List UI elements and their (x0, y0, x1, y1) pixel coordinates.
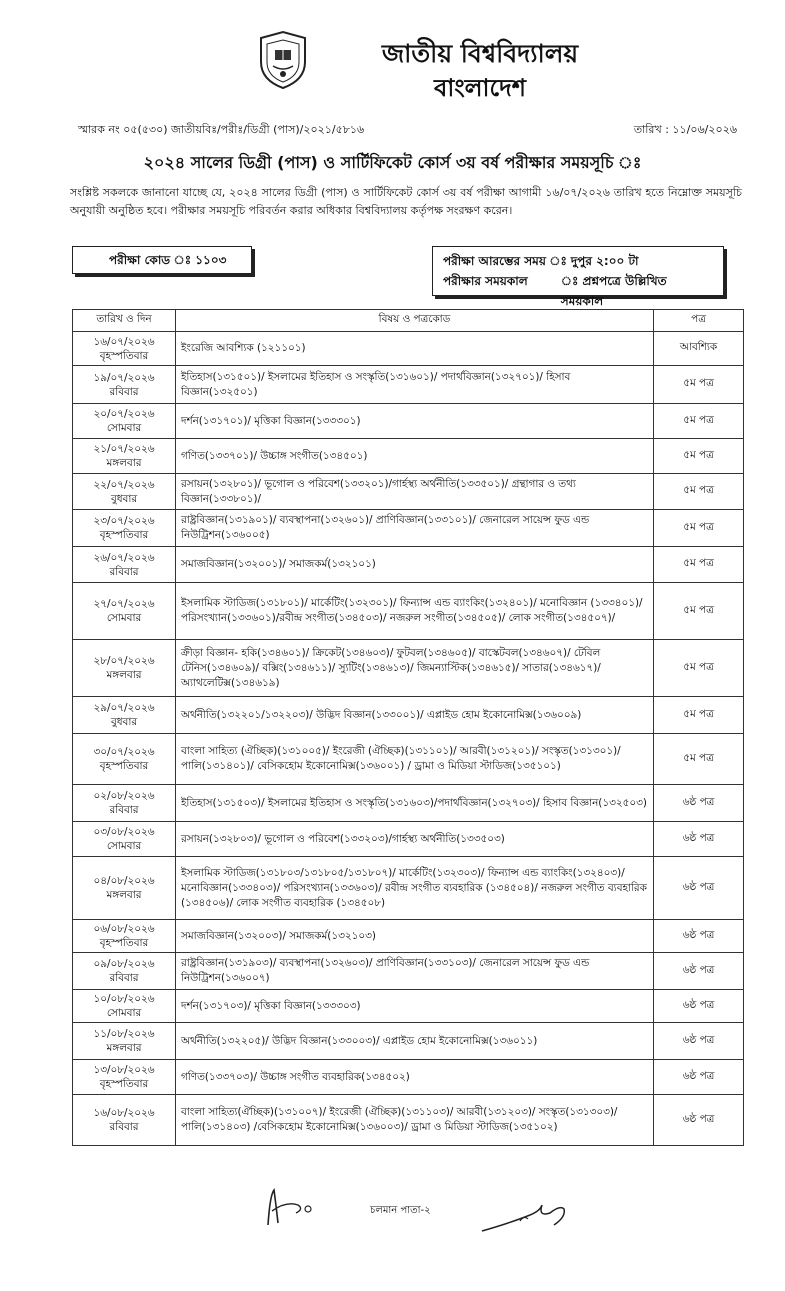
paper-cell: ৫ম পত্র (654, 734, 744, 785)
exam-date: ০৪/০৮/২০২৬ (93, 875, 155, 887)
exam-start-value: দুপুর ২:০০ টা (570, 254, 639, 268)
memo-number: স্মারক নং ০৫(৫৩০) জাতীয়বিঃ/পরীঃ/ডিগ্রী (পাস)/২০২১/৫৮১৬ (78, 123, 365, 136)
exam-day: রবিবার (109, 972, 139, 984)
header-paper: পত্র (654, 310, 744, 332)
exam-date: ২৩/০৭/২০২৬ (93, 515, 155, 527)
exam-day: মঙ্গলবার (106, 1042, 142, 1054)
paper-cell: ৫ম পত্র (654, 583, 744, 640)
signature-icon (480, 1195, 580, 1240)
table-row (73, 953, 744, 990)
date-day-cell (73, 404, 176, 439)
date-day-cell (73, 366, 176, 404)
table-row (73, 366, 744, 404)
paper-cell: ৫ম পত্র (654, 439, 744, 474)
date-day-cell (73, 474, 176, 510)
date-day-cell (73, 640, 176, 697)
paper-cell: ৬ষ্ঠ পত্র (654, 1095, 744, 1146)
paper-cell: ৬ষ্ঠ পত্র (654, 990, 744, 1023)
table-row (73, 439, 744, 474)
document-header (0, 12, 785, 102)
exam-day: রবিবার (109, 565, 139, 578)
exam-day: বুধবার (110, 492, 138, 505)
paper-cell: আবশ্যিক (654, 332, 744, 366)
exam-date: ২১/০৭/২০২৬ (93, 443, 155, 455)
table-row (73, 990, 744, 1023)
date-day-cell (73, 857, 176, 920)
exam-date: ১৬/০৮/২০২৬ (93, 1107, 155, 1119)
date-day-cell (73, 583, 176, 640)
exam-day: বৃহস্পতিবার (99, 1078, 149, 1090)
exam-day: মঙ্গলবার (106, 889, 142, 901)
table-row (73, 920, 744, 953)
date-day-cell (73, 990, 176, 1023)
subjects-cell: সমাজবিজ্ঞান(১৩২০০১)/ সমাজকর্ম(১৩২১০১) (176, 547, 654, 583)
exam-date: ১৯/০৭/২০২৬ (93, 371, 155, 384)
table-row (73, 1023, 744, 1060)
paper-cell: ৫ম পত্র (654, 404, 744, 439)
paper-cell: ৫ম পত্র (654, 510, 744, 547)
subjects-cell: ইংরেজি আবশ্যিক (১২১১০১) (176, 332, 654, 366)
country-name: বাংলাদেশ (434, 73, 526, 102)
subjects-cell: ইতিহাস(১৩১৫০১)/ ইসলামের ইতিহাস ও সংস্কৃতি(১৩১৬০১)/ পদার্থবিজ্ঞান(১৩২৭০১)/ হিসাব বিজ্ঞান(১৩২৫০১) (176, 366, 654, 404)
subjects-cell: রাষ্ট্রবিজ্ঞান(১৩১৯০১)/ ব্যবস্থাপনা(১৩২৬০১)/ প্রাণিবিজ্ঞান(১৩৩১০১)/ জেনারেল সায়েন্স ফুড এন্ড নিউট্রিশন(১৩৬০০৫) (176, 510, 654, 547)
table-row (73, 640, 744, 697)
subjects-cell: বাংলা সাহিত্য(ঐচ্ছিক)(১৩১০০৭)/ ইংরেজী (ঐচ্ছিক)(১৩১১০৩)/ আরবী(১৩১২০৩)/ সংস্কৃত(১৩১৩০৩)/ পালি(১৩১৪০৩) /বেসিকহোম ইকোনোমিক্স(১৩৬০০৩)/ ড্রামা ও মিডিয়া স্টাডিজ(১৩৫১০২) (176, 1095, 654, 1146)
paper-cell: ৬ষ্ঠ পত্র (654, 920, 744, 953)
issue-date: তারিখ : ১১/০৬/২০২৬ (633, 123, 737, 136)
exam-code-box: পরীক্ষা কোড ঃ ১১০৩ (72, 246, 252, 274)
subjects-cell: অর্থনীতি(১৩২২০১/১৩২২০৩)/ উদ্ভিদ বিজ্ঞান(১৩৩০০১)/ এপ্লাইড হোম ইকোনোমিক্স(১৩৬০০৯) (176, 697, 654, 734)
subjects-cell: ইসলামিক স্টাডিজ(১৩১৮০৩/১৩১৮০৫/১৩১৮০৭)/ মার্কেটিং(১৩২৩০৩)/ ফিন্যান্স এন্ড ব্যাংকিং(১৩২৪০৩)/ মনোবিজ্ঞান(১৩৩৪০৩)/ পরিসংখ্যান(১৩৩৬০৩)/ রবীন্দ্র সংগীত ব্যবহারিক (১৩৪৫০৪)/ নজরুল সংগীত ব্যবহারিক (১৩৪৫০৬)/ লোক সংগীত ব্যবহারিক (১৩৪৫০৮) (176, 857, 654, 920)
exam-day: রবিবার (109, 1121, 139, 1133)
exam-day: সোমবার (106, 612, 142, 624)
header-subject: বিষয় ও পত্রকোড (176, 310, 654, 332)
subjects-cell: গণিত(১৩৩৭০১)/ উচ্চাঙ্গ সংগীত(১৩৪৫০১) (176, 439, 654, 474)
header-date: তারিখ ও দিন (73, 310, 176, 332)
date-day-cell (73, 510, 176, 547)
subjects-cell: বাংলা সাহিত্য (ঐচ্ছিক)(১৩১০০৫)/ ইংরেজী (ঐচ্ছিক)(১৩১১০১)/ আরবী(১৩১২০১)/ সংস্কৃত(১৩১৩০১)/ পালি(১৩১৪০১)/ বেসিকহোম ইকোনোমিক্স(১৩৬০০১) / ড্রামা ও মিডিয়া স্টাডিজ(১৩৫১০১) (176, 734, 654, 785)
exam-date: ১১/০৮/২০২৬ (93, 1028, 155, 1040)
table-header-row (73, 310, 744, 332)
university-name: জাতীয় বিশ্ববিদ্যালয় (381, 39, 579, 68)
exam-day: বৃহস্পতিবার (99, 760, 149, 772)
exam-date: ১৬/০৭/২০২৬ (93, 335, 155, 348)
exam-day: বৃহস্পতিবার (99, 937, 149, 949)
exam-day: সোমবার (106, 422, 142, 434)
subjects-cell: দর্শন(১৩১৭০১)/ মৃত্তিকা বিজ্ঞান(১৩৩৩০১) (176, 404, 654, 439)
date-day-cell (73, 1095, 176, 1146)
date-day-cell (73, 1060, 176, 1095)
table-row (73, 510, 744, 547)
exam-date: ৩০/০৭/২০২৬ (93, 746, 155, 758)
table-row (73, 1095, 744, 1146)
notice-paragraph: সংশ্লিষ্ট সকলকে জানানো যাচ্ছে যে, ২০২৪ সালের ডিগ্রী (পাস) ও সার্টিফিকেট কোর্স ৩য় বর্ষ পরীক্ষা আগামী ১৬/০৭/২০২৬ তারিখ হতে নিম্নোক্ত সময়সূচি অনুযায়ী অনুষ্ঠিত হবে। পরীক্ষার সময়সূচি পরিবর্তন করার অধিকার বিশ্ববিদ্যালয় কর্তৃপক্ষ সংরক্ষণ করেন। (70, 186, 742, 217)
date-day-cell (73, 822, 176, 857)
subjects-cell: গণিত(১৩৩৭০৩)/ উচ্চাঙ্গ সংগীত ব্যবহারিক(১৩৪৫০২) (176, 1060, 654, 1095)
exam-date: ১৩/০৮/২০২৬ (93, 1064, 155, 1076)
paper-cell: ৫ম পত্র (654, 697, 744, 734)
paper-cell: ৫ম পত্র (654, 474, 744, 510)
date-day-cell (73, 1023, 176, 1060)
subjects-cell: দর্শন(১৩১৭০৩)/ মৃত্তিকা বিজ্ঞান(১৩৩৩০৩) (176, 990, 654, 1023)
table-row (73, 697, 744, 734)
table-row (73, 547, 744, 583)
exam-date: ০৯/০৮/২০২৬ (93, 958, 155, 970)
exam-day: বুধবার (110, 716, 138, 728)
exam-start-row (443, 251, 713, 271)
paper-cell: ৬ষ্ঠ পত্র (654, 785, 744, 822)
exam-date: ১০/০৮/২০২৬ (93, 993, 155, 1005)
table-row (73, 785, 744, 822)
subjects-cell: ক্রীড়া বিজ্ঞান- হকি(১৩৪৬০১)/ ক্রিকেট(১৩৪৬০৩)/ ফুটবল(১৩৪৬০৫)/ বাস্কেটবল(১৩৪৬০৭)/ টেবিল টেনিস(১৩৪৬০৯)/ বক্সিং(১৩৪৬১১)/ স্যুটিং(১৩৪৬১৩)/ জিমন্যাস্টিক(১৩৪৬১৫)/ সাতার(১৩৪৬১৭)/ অ্যাথলেটিক্স(১৩৪৬১৯) (176, 640, 654, 697)
table-row (73, 1060, 744, 1095)
subjects-cell: অর্থনীতি(১৩২২০৫)/ উদ্ভিদ বিজ্ঞান(১৩৩০০৩)/ এপ্লাইড হোম ইকোনোমিক্স(১৩৬০১১) (176, 1023, 654, 1060)
date-day-cell (73, 439, 176, 474)
exam-day: রবিবার (109, 385, 139, 398)
subjects-cell: সমাজবিজ্ঞান(১৩২০০৩)/ সমাজকর্ম(১৩২১০৩) (176, 920, 654, 953)
exam-duration-label: পরীক্ষার সময়কাল (443, 274, 528, 288)
exam-date: ০৬/০৮/২০২৬ (93, 923, 155, 935)
exam-schedule-table (72, 309, 744, 1146)
table-row (73, 583, 744, 640)
table-row (73, 822, 744, 857)
exam-day: মঙ্গলবার (106, 669, 142, 681)
date-day-cell (73, 734, 176, 785)
subjects-cell: রসায়ন(১৩২৮০১)/ ভূগোল ও পরিবেশ(১৩৩২০১)/গার্হস্থ্য অর্থনীতি(১৩৩৫০১)/ গ্রন্থাগার ও তথ্য বিজ্ঞান(১৩৩৮০১)/ (176, 474, 654, 510)
exam-date: ২৭/০৭/২০২৬ (93, 598, 155, 610)
exam-day: বৃহস্পতিবার (99, 529, 149, 541)
date-day-cell (73, 697, 176, 734)
paper-cell: ৫ম পত্র (654, 640, 744, 697)
paper-cell: ৬ষ্ঠ পত্র (654, 1023, 744, 1060)
table-row (73, 404, 744, 439)
paper-cell: ৬ষ্ঠ পত্র (654, 857, 744, 920)
exam-date: ২৬/০৭/২০২৬ (93, 551, 155, 564)
exam-start-label: পরীক্ষা আরম্ভের সময় ঃ (443, 254, 567, 268)
paper-cell: ৫ম পত্র (654, 547, 744, 583)
exam-day: মঙ্গলবার (106, 457, 142, 469)
paper-cell: ৫ম পত্র (654, 366, 744, 404)
exam-day: সোমবার (106, 1007, 142, 1019)
subjects-cell: ইতিহাস(১৩১৫০৩)/ ইসলামের ইতিহাস ও সংস্কৃতি(১৩১৬০৩)/পদার্থবিজ্ঞান(১৩২৭০৩)/ হিসাব বিজ্ঞান(১৩২৫০৩) (176, 785, 654, 822)
paper-cell: ৬ষ্ঠ পত্র (654, 953, 744, 990)
signature-icon (258, 1185, 318, 1230)
exam-day: বৃহস্পতিবার (99, 349, 149, 362)
exam-date: ২৯/০৭/২০২৬ (93, 702, 155, 714)
exam-day: রবিবার (109, 804, 139, 816)
table-row (73, 857, 744, 920)
date-day-cell (73, 953, 176, 990)
exam-duration-value: ঃ প্রশ্নপত্রে উল্লিখিত সময়কাল (560, 274, 667, 308)
table-row (73, 332, 744, 366)
date-day-cell (73, 547, 176, 583)
exam-date: ২২/০৭/২০২৬ (93, 478, 155, 491)
table-body (73, 332, 744, 1146)
paper-cell: ৬ষ্ঠ পত্র (654, 1060, 744, 1095)
date-day-cell (73, 920, 176, 953)
subjects-cell: রাষ্ট্রবিজ্ঞান(১৩১৯০৩)/ ব্যবস্থাপনা(১৩২৬০৩)/ প্রাণিবিজ্ঞান(১৩৩১০৩)/ জেনারেল সায়েন্স ফুড এন্ড নিউট্রিশন(১৩৬০০৭) (176, 953, 654, 990)
exam-date: ০৩/০৮/২০২৬ (93, 826, 155, 838)
table-row (73, 474, 744, 510)
exam-date: ২৮/০৭/২০২৬ (93, 655, 155, 667)
date-day-cell (73, 785, 176, 822)
continued-page-note: চলমান পাতা-২ (370, 1205, 431, 1216)
table-row (73, 734, 744, 785)
exam-day: সোমবার (106, 840, 142, 852)
exam-duration-row (443, 271, 713, 311)
subjects-cell: ইসলামিক স্টাডিজ(১৩১৮০১)/ মার্কেটিং(১৩২৩০১)/ ফিন্যান্স এন্ড ব্যাংকিং(১৩২৪০১)/ মনোবিজ্ঞান (১৩৩৪০১)/ পরিসংখ্যান(১৩৩৬০১)/রবীন্দ্র সংগীত(১৩৪৫০৩)/ নজরুল সংগীত(১৩৪৫০৫)/ লোক সংগীত(১৩৪৫০৭)/ (176, 583, 654, 640)
date-day-cell (73, 332, 176, 366)
exam-date: ০২/০৮/২০২৬ (93, 790, 155, 802)
schedule-title: ২০২৪ সালের ডিগ্রী (পাস) ও সার্টিফিকেট কোর্স ৩য় বর্ষ পরীক্ষার সময়সূচি ঃ (143, 153, 642, 172)
exam-date: ২০/০৭/২০২৬ (93, 408, 155, 420)
paper-cell: ৬ষ্ঠ পত্র (654, 822, 744, 857)
subjects-cell: রসায়ন(১৩২৮০৩)/ ভূগোল ও পরিবেশ(১৩৩২০৩)/গার্হস্থ্য অর্থনীতি(১৩৩৫০৩) (176, 822, 654, 857)
exam-time-box (432, 246, 724, 308)
